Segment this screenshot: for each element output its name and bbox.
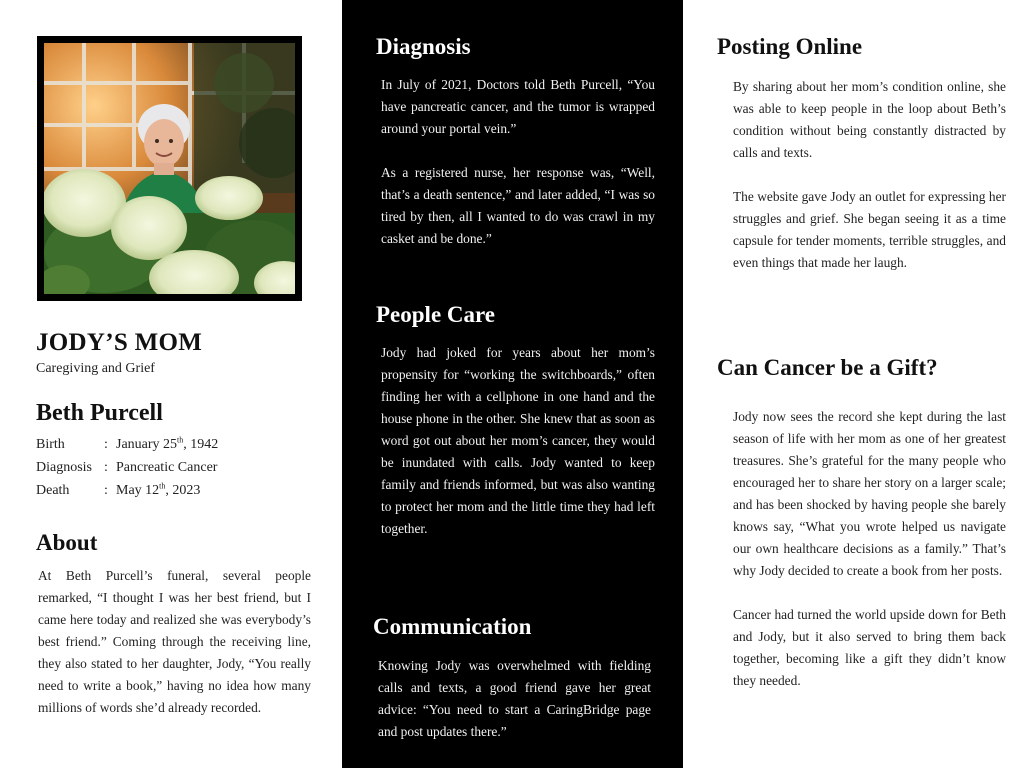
fact-row-diagnosis — [36, 460, 218, 483]
facts-list — [36, 437, 218, 506]
gift-paragraph-1: Jody now sees the record she kept during the last season of life with her mom as one of her greatest treasures. She’s grateful for the many people who encouraged her to share her story on a larger scale; and has been shocked by having people she barely knows say, “What you wrote helped us navigate our own healthcare decisions as a family.” That’s why Jody decided to create a book from her posts. — [733, 409, 1006, 578]
about-text: At Beth Purcell’s funeral, several people remarked, “I thought I was her best friend, but I came here today and realized she was everybody’s best friend.” Coming through the receiving line, they also stated to her daughter, Jody, “You really need to write a book,” having no idea how many millions of words she’d already recorded. — [38, 568, 311, 715]
about-heading: About — [36, 530, 98, 555]
fact-value — [116, 483, 200, 499]
fact-value-sup: th — [177, 435, 184, 445]
fact-value-end: , 1942 — [183, 437, 219, 452]
diagnosis-paragraph-1: In July of 2021, Doctors told Beth Purcell, “You have pancreatic cancer, and the tumor is wrapped around your portal vein.” — [381, 77, 655, 136]
fact-value — [116, 437, 218, 453]
fact-row-death — [36, 483, 218, 506]
portrait-photo — [44, 43, 295, 294]
fact-value-sup: th — [159, 481, 166, 491]
gift-text — [733, 406, 1006, 692]
fact-value-end: , 2023 — [165, 483, 201, 498]
photo-frame — [37, 36, 302, 301]
subtitle: Caregiving and Grief — [36, 361, 155, 376]
portrait-photo-art — [44, 43, 295, 294]
diagnosis-text — [381, 74, 655, 250]
fact-row-birth — [36, 437, 218, 460]
fact-value-main: Pancreatic Cancer — [116, 460, 218, 475]
fact-value-main: January 25 — [116, 437, 178, 452]
middle-column — [342, 0, 683, 768]
posting-online-paragraph-2: The website gave Jody an outlet for expressing her struggles and grief. She began seeing it as a time capsule for tender moments, terrible struggles, and even things that made her laugh. — [733, 189, 1006, 270]
left-column — [0, 0, 342, 768]
posting-online-paragraph-1: By sharing about her mom’s condition online, she was able to keep people in the loop about Beth’s condition without being constantly distracted by calls and texts. — [733, 79, 1006, 160]
people-care-text: Jody had joked for years about her mom’s propensity for “working the switchboards,” often finding her with a cellphone in one hand and the house phone in the other. She knew that as soon as word got out about her mom’s cancer, they would be inundated with calls. Jody wanted to keep family and friends informed, but was also wanting to protect her mom and the little time they had left together. — [381, 345, 655, 536]
fact-separator: : — [104, 460, 108, 475]
right-column — [683, 0, 1024, 768]
posting-online-text — [733, 76, 1006, 274]
people-care-heading: People Care — [376, 302, 496, 327]
communication-heading: Communication — [373, 614, 532, 639]
fact-separator: : — [104, 437, 108, 452]
diagnosis-heading: Diagnosis — [376, 34, 471, 59]
gift-heading: Can Cancer be a Gift? — [717, 355, 938, 380]
fact-value — [116, 460, 217, 476]
communication-text: Knowing Jody was overwhelmed with fielding calls and texts, a good friend gave her great advice: “You need to start a CaringBridge page and post updates there.” — [378, 658, 651, 739]
fact-label: Diagnosis — [36, 460, 92, 475]
section-title: JODY’S MOM — [36, 329, 203, 356]
person-name: Beth Purcell — [36, 400, 163, 426]
fact-label: Birth — [36, 437, 65, 452]
posting-online-heading: Posting Online — [717, 34, 863, 59]
gift-paragraph-2: Cancer had turned the world upside down for Beth and Jody, but it also served to bring them back together, becoming like a gift they didn’t know they needed. — [733, 607, 1006, 688]
fact-value-main: May 12 — [116, 483, 160, 498]
fact-separator: : — [104, 483, 108, 498]
fact-label: Death — [36, 483, 70, 498]
diagnosis-paragraph-2: As a registered nurse, her response was, “Well, that’s a death sentence,” and later added, “I was so tired by then, all I wanted to do was crawl in my casket and be done.” — [381, 165, 655, 246]
